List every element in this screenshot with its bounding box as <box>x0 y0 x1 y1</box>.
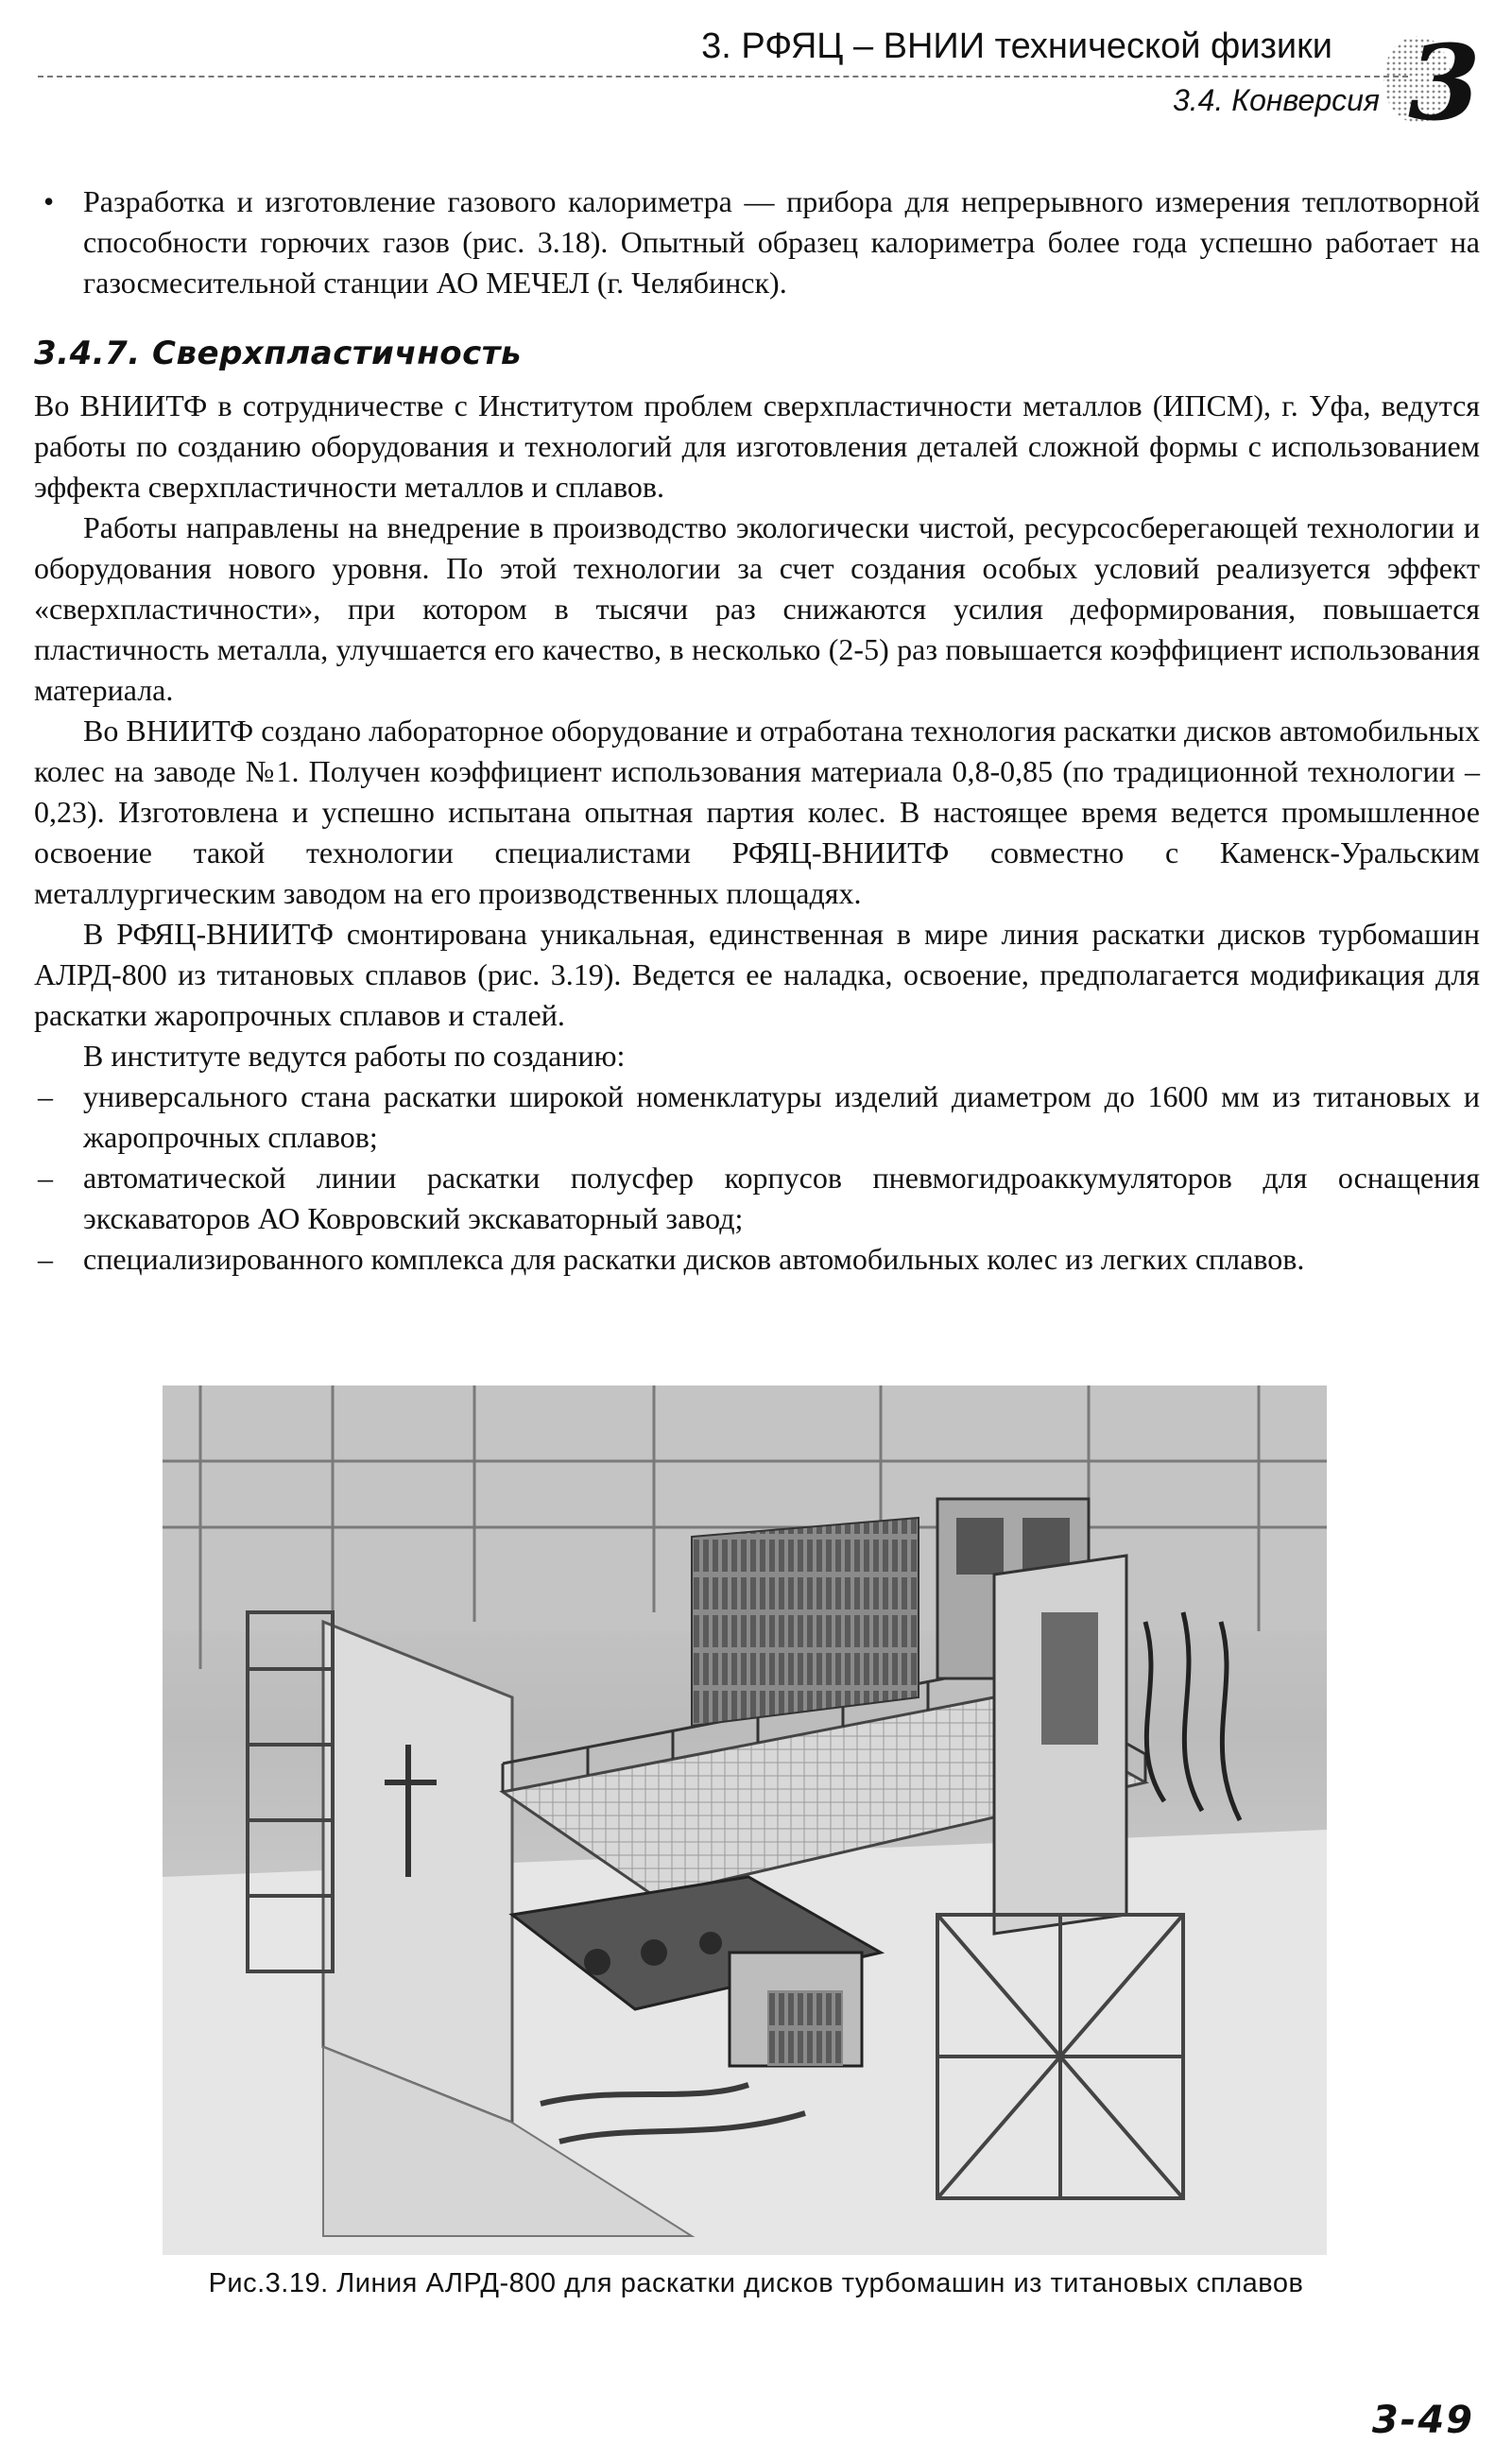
figure-caption: Рис.3.19. Линия АЛРД-800 для раскатки дисков турбомашин из титановых сплавов <box>208 2268 1304 2298</box>
list-item <box>34 1158 1480 1239</box>
chapter-number: 3 <box>1408 22 1481 144</box>
section-superplasticity <box>34 319 1480 1280</box>
dash-marker: – <box>38 1242 53 1276</box>
dash-marker: – <box>38 1079 53 1113</box>
page-number: 3-49 <box>1371 2399 1474 2442</box>
list-item <box>34 1076 1480 1158</box>
bullet-item <box>34 181 1480 303</box>
running-header-subtitle: 3.4. Конверсия <box>1172 83 1380 117</box>
running-header-title: 3. РФЯЦ – ВНИИ технической физики <box>701 26 1332 66</box>
list-item-text: универсального стана раскатки широкой номенклатуры изделий диаметром до 1600 мм из титановых и жаропрочных сплавов; <box>83 1079 1480 1154</box>
intro-section <box>34 181 1480 303</box>
list-item-text: специализированного комплекса для раскатки дисков автомобильных колес из легких сплавов. <box>83 1242 1305 1276</box>
paragraph-5: В институте ведутся работы по созданию: <box>83 1039 626 1073</box>
list-item-text: автоматической линии раскатки полусфер корпусов пневмогидроаккумуляторов для оснащения экскаваторов АО Ковровский экскаваторный завод; <box>83 1161 1480 1235</box>
figure-photo-alrd-800-line <box>163 1385 1327 2255</box>
paragraph-1: Во ВНИИТФ в сотрудничестве с Институтом проблем сверхпластичности металлов (ИПСМ), г. Уфа, ведутся работы по созданию оборудования и технологий для изготовления деталей сложной формы с использованием эффекта сверхпластичности металлов и сплавов. <box>34 388 1480 504</box>
bullet-marker: • <box>43 184 55 218</box>
section-heading: 3.4.7. Сверхпластичность <box>34 335 522 372</box>
paragraph-2: Работы направлены на внедрение в производство экологически чистой, ресурсосберегающей технологии и оборудования нового уровня. По этой технологии за счет создания особых условий реализуется эффект «сверхпластичности», при котором в тысячи раз снижаются усилия деформирования, повышается пластичность металла, улучшается его качество, в несколько (2-5) раз повышается коэффициент использования материала. <box>34 510 1480 707</box>
dash-marker: – <box>38 1161 53 1195</box>
header-divider <box>38 76 1408 77</box>
paragraph-4: В РФЯЦ-ВНИИТФ смонтирована уникальная, единственная в мире линия раскатки дисков турбомашин АЛРД-800 из титановых сплавов (рис. 3.19). Ведется ее наладка, освоение, предполагается модификация для раскатки жаропрочных сплавов и сталей. <box>34 917 1480 1032</box>
chapter-number-emblem <box>1380 22 1481 144</box>
bullet-text: Разработка и изготовление газового калориметра — прибора для непрерывного измерения теплотворной способности горючих газов (рис. 3.18). Опытный образец калориметра более года успешно работает на газосмесительной станции АО МЕЧЕЛ (г. Челябинск). <box>83 184 1480 300</box>
list-item <box>34 1239 1480 1280</box>
paragraph-3: Во ВНИИТФ создано лабораторное оборудование и отработана технология раскатки дисков автомобильных колес на заводе №1. Получен коэффициент использования материала 0,8-0,85 (по традиционной технологии – 0,23). Изготовлена и успешно испытана опытная партия колес. В настоящее время ведется промышленное освоение такой технологии специалистами РФЯЦ-ВНИИТФ совместно с Каменск-Уральским металлургическим заводом на его производственных площадях. <box>34 714 1480 910</box>
